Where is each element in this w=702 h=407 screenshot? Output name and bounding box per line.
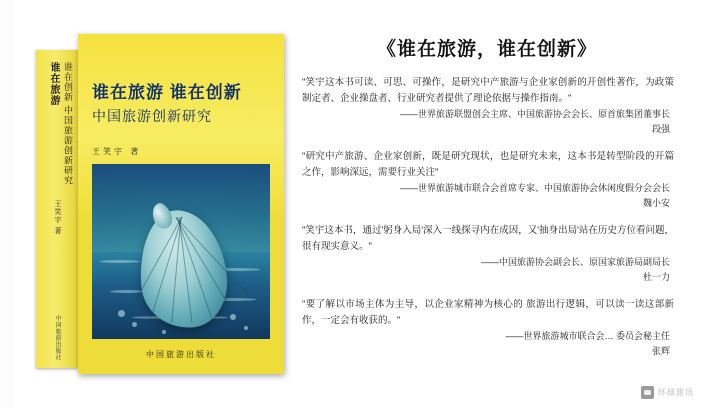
book-front-cover	[78, 34, 284, 374]
quote-text: "要了解以市场主体为主导，以企业家精神为核心的 旅游出行逻辑，可以读一读这部新作，一定会有收获的。"	[302, 299, 674, 326]
page-title: 《谁在旅游，谁在创新》	[376, 39, 597, 60]
cover-publisher: 中国旅游出版社	[146, 350, 216, 359]
quote-attribution: ——中国旅游协会副会长、原国家旅游局副局长	[480, 257, 670, 267]
quote-text: "研究中产旅游、企业家创新，既是研究现状，也是研究未来，这本书是转型阶段的开篇之作，影响深远，需要行业关注"	[302, 151, 674, 178]
quote-item	[296, 223, 678, 285]
quote-text: "笑宇这本书，通过'躬身入局'深入一线探寻内在成因，又'抽身出局'站在历史方位看问题，很有现实意义。"	[302, 225, 674, 252]
cover-artwork	[92, 164, 270, 339]
spine-publisher: 中国旅游出版社	[54, 314, 60, 360]
book-spine	[36, 50, 78, 368]
watermark-label: 环球旅讯	[658, 388, 694, 397]
quote-author-name: 魏小安	[642, 198, 670, 208]
quote-attribution: ——世界旅游联盟创会主席、中国旅游协会会长、原首旅集团董事长	[399, 109, 670, 119]
artwork-wave	[100, 260, 140, 263]
artwork-bubble	[162, 330, 166, 334]
artwork-bubble	[230, 314, 236, 320]
quote-item	[296, 75, 678, 137]
cover-title: 谁在旅游 谁在创新	[92, 83, 242, 102]
artwork-bubble	[132, 322, 137, 327]
quote-item	[296, 149, 678, 211]
artwork-bubble	[118, 310, 125, 317]
quote-author-name: 段强	[651, 124, 670, 134]
quote-author-name: 杜一力	[642, 272, 670, 282]
quote-item	[296, 297, 678, 359]
spine-title: 谁在旅游	[48, 62, 59, 106]
watermark-logo-icon	[641, 386, 654, 399]
quote-attribution: ——世界旅游城市联合会… 委员会秘主任	[505, 331, 670, 341]
cover-author: 王笑宇 著	[92, 147, 142, 156]
spine-author: 王笑宇 著	[54, 200, 61, 235]
book-cover-image	[36, 34, 286, 374]
quote-attribution: ——世界旅游城市联合会首席专家、中国旅游协会休闲度假分会会长	[399, 183, 670, 193]
artwork-bubble	[244, 326, 248, 330]
quotes-panel	[296, 22, 678, 390]
spine-subtitle: 谁在创新 中国旅游创新研究	[63, 62, 73, 186]
page-left-margin	[0, 0, 14, 407]
quote-text: "笑宇这本书可读、可思、可操作，是研究中产旅游与企业家创新的开创性著作，为政策制定者、企业操盘者、行业研究者提供了理论依据与操作指南。"	[302, 77, 674, 104]
cover-subtitle: 中国旅游创新研究	[92, 108, 212, 124]
watermark	[641, 386, 694, 399]
quote-author-name: 张辉	[651, 346, 670, 356]
